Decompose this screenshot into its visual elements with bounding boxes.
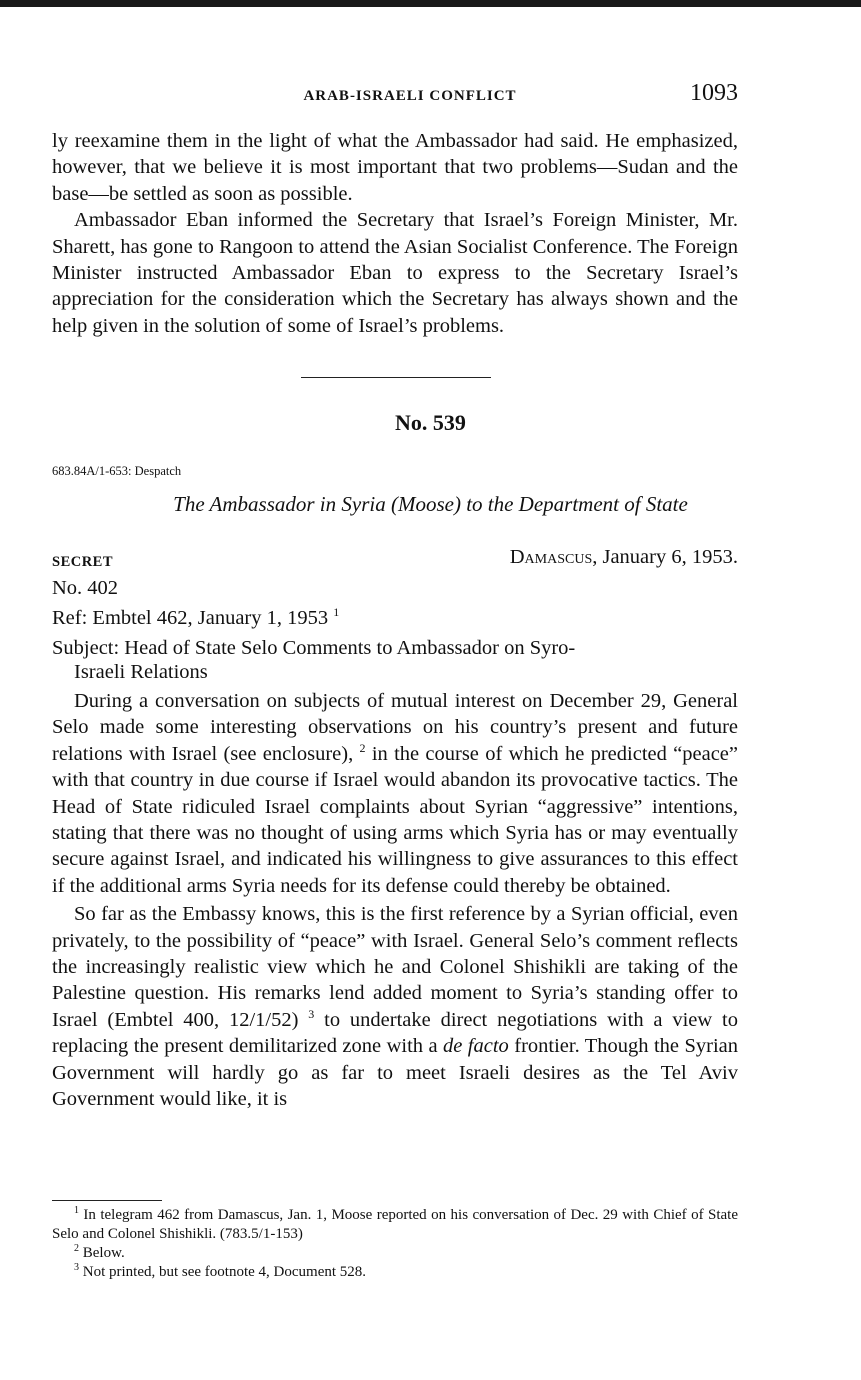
footnote-3 — [52, 1263, 738, 1282]
footnote-2-mark: 2 — [74, 1243, 79, 1254]
footnote-marker-2: 2 — [359, 740, 366, 755]
body-paragraph-1-text: During a conversation on subjects of mutual interest on December 29, General Selo made some interesting observations on his country’s present and future relations with Israel (see enclosure), — [52, 690, 738, 765]
footnote-2 — [52, 1244, 738, 1263]
footnotes — [52, 1206, 738, 1282]
body-paragraph-2-text: So far as the Embassy knows, this is the first reference by a Syrian official, even privately, to the possibility of “peace” with Israel. General Selo’s comment reflects the increasingly realistic view which he and Colonel Shishikli are taking of the Palestine question. His remarks lend added moment to Syria’s standing offer to Israel (Embtel 400, 12/1/52) — [52, 903, 738, 1031]
body-paragraph-2-text-cont: to undertake direct negotiations with a view to replacing the present demilitarized zone with a — [52, 1008, 738, 1058]
scan-top-border — [0, 0, 861, 7]
footnote-marker-3: 3 — [308, 1007, 315, 1022]
footnote-2-text: Below. — [79, 1245, 125, 1261]
footnote-1-mark: 1 — [74, 1205, 79, 1216]
body-paragraph-2 — [52, 901, 738, 1112]
body-paragraph-1 — [52, 688, 738, 899]
italic-de-facto: de facto — [443, 1035, 509, 1058]
subject-line-2: Israeli Relations — [74, 661, 208, 683]
footnote-3-text: Not printed, but see footnote 4, Document 528. — [79, 1264, 367, 1280]
footnote-1-text: In telegram 462 from Damascus, Jan. 1, Moose reported on his conversation of Dec. 29 with Chief of State Selo and Colonel Shishikli. (783.5/1-153) — [52, 1207, 738, 1242]
continuation-paragraph-1: ly reexamine them in the light of what the Ambassador had said. He emphasized, however, that we believe it is most important that two problems—Sudan and the base—be settled as soon as possible. — [52, 130, 738, 205]
footnote-divider — [52, 1200, 162, 1201]
running-title: ARAB-ISRAELI CONFLICT — [303, 88, 517, 104]
body-text — [52, 688, 738, 1113]
subject-line — [52, 636, 738, 684]
document-number: No. 539 — [395, 410, 466, 435]
body-paragraph-1-text-cont: in the course of which he predicted “peace” with that country in due course if Israel would abandon its provocative tactics. The Head of State ridiculed Israel complaints about Syrian “aggressive” intentions, stating that there was no thought of using arms which Syria has or may eventually secure against Israel, and indicated his willingness to give assurances to this effect if the additional arms Syria needs for its defense could thereby be obtained. — [52, 742, 739, 897]
footnote-1 — [52, 1206, 738, 1244]
place-date — [510, 546, 738, 569]
continuation-text — [52, 128, 738, 339]
file-reference: 683.84A/1-653: Despatch — [52, 464, 182, 478]
reference-line — [52, 607, 339, 630]
section-divider — [301, 377, 491, 378]
page-number: 1093 — [690, 80, 738, 106]
footnote-marker-1: 1 — [333, 605, 340, 620]
date: , January 6, 1953. — [592, 546, 738, 568]
despatch-number: No. 402 — [52, 577, 119, 599]
classification-marking: SECRET — [52, 554, 114, 570]
continuation-paragraph-2: Ambassador Eban informed the Secretary that Israel’s Foreign Minister, Mr. Sharett, has gone to Rangoon to attend the Asian Socialist Conference. The Foreign Minister instructed Ambassador Eban to express to the Secretary Israel’s appreciation for the consideration which the Secretary has always shown and the help given in the solution of some of Israel’s problems. — [52, 209, 738, 337]
footnote-3-mark: 3 — [74, 1262, 79, 1273]
place: Damascus — [509, 546, 593, 568]
running-header — [52, 80, 738, 110]
body-paragraph-2-text-end: frontier. Though the Syrian Government will hardly go as far to meet Israeli desires as the Tel Aviv Government would like, it is — [52, 1035, 739, 1111]
subject-line-1: Subject: Head of State Selo Comments to Ambassador on Syro- — [52, 637, 576, 659]
reference-text: Ref: Embtel 462, January 1, 1953 — [52, 607, 329, 629]
document-title: The Ambassador in Syria (Moose) to the Department of State — [173, 492, 688, 516]
